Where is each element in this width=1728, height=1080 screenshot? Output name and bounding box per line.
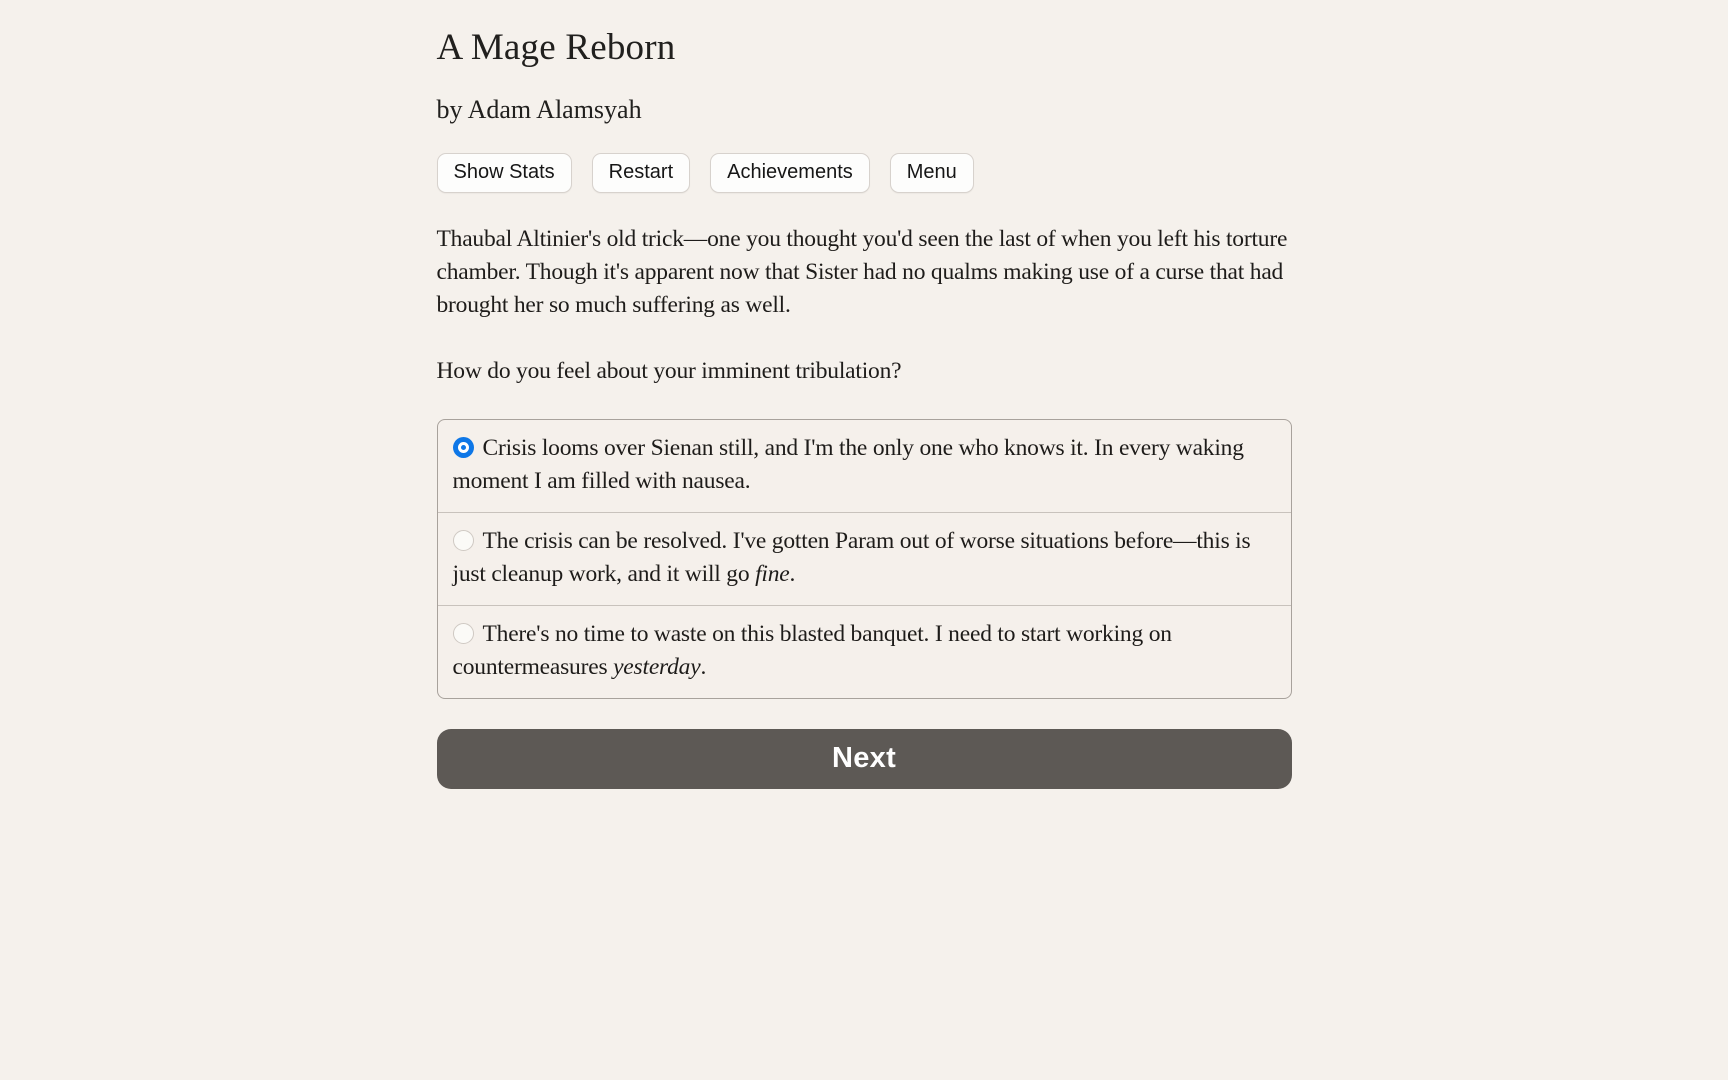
radio-unselected-icon[interactable] [453, 623, 474, 644]
choice-option-label: The crisis can be resolved. I've gotten Param out of worse situations before—this is just cleanup work, and it will go fine. [452, 528, 1251, 587]
choice-list [437, 419, 1292, 699]
next-button[interactable]: Next [437, 729, 1292, 789]
achievements-button[interactable]: Achievements [710, 153, 870, 193]
restart-button[interactable]: Restart [592, 153, 690, 193]
choice-option[interactable] [438, 605, 1291, 698]
choice-question: How do you feel about your imminent tribulation? [436, 358, 902, 384]
choice-option-label: There's no time to waste on this blasted banquet. I need to start working on countermeasures yesterday. [452, 621, 1172, 680]
story-paragraph: Thaubal Altinier's old trick—one you thought you'd seen the last of when you left his torture chamber. Though it's apparent now that Sister had no qualms making use of a curse that had brought her so much suffering as well. [436, 226, 1288, 318]
radio-unselected-icon[interactable] [453, 530, 474, 551]
page-title: A Mage Reborn [436, 27, 676, 68]
choice-option-label: Crisis looms over Sienan still, and I'm the only one who knows it. In every waking moment I am filled with nausea. [452, 435, 1244, 494]
toolbar [437, 153, 1292, 193]
menu-button[interactable]: Menu [890, 153, 974, 193]
choice-option[interactable] [438, 512, 1291, 605]
show-stats-button[interactable]: Show Stats [437, 153, 572, 193]
radio-selected-icon[interactable] [453, 437, 474, 458]
game-content [437, 0, 1292, 789]
author-byline: by Adam Alamsyah [436, 95, 642, 124]
choice-option[interactable] [438, 420, 1291, 512]
